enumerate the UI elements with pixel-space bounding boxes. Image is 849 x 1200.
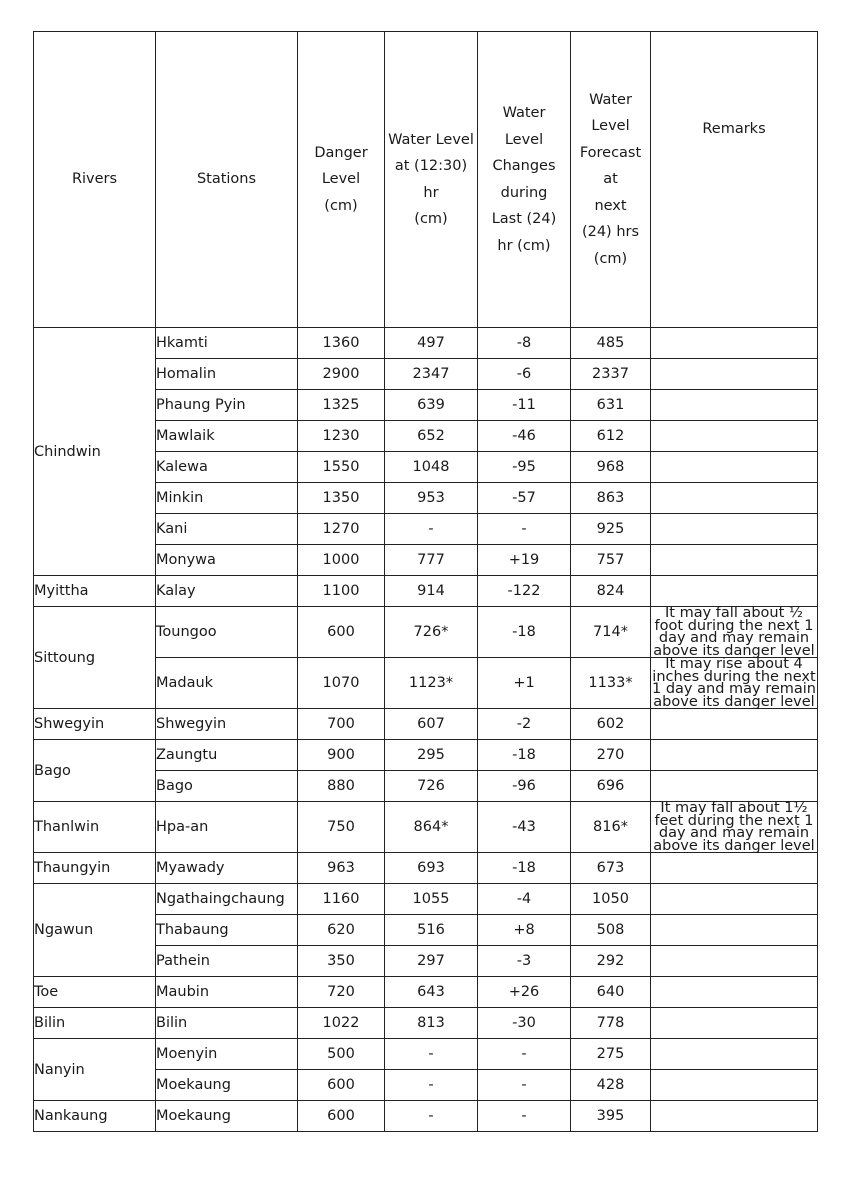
remark-text — [651, 709, 818, 740]
river-name: Chindwin — [34, 328, 156, 576]
table-row — [34, 576, 818, 607]
header-line: (cm) — [324, 197, 358, 214]
danger-level: 1360 — [298, 328, 385, 359]
station-name: Kalay — [156, 576, 298, 607]
level-change: - — [478, 514, 571, 545]
danger-level: 963 — [298, 853, 385, 884]
station-name: Phaung Pyin — [156, 390, 298, 421]
danger-level: 1270 — [298, 514, 385, 545]
table-body — [34, 328, 818, 1132]
remark-text — [651, 977, 818, 1008]
level-change: -18 — [478, 740, 571, 771]
water-level: 297 — [385, 946, 478, 977]
forecast-level: 714* — [571, 607, 651, 658]
forecast-level: 270 — [571, 740, 651, 771]
water-level: - — [385, 1039, 478, 1070]
level-change: -4 — [478, 884, 571, 915]
station-name: Moenyin — [156, 1039, 298, 1070]
remark-text — [651, 1101, 818, 1132]
forecast-level: 631 — [571, 390, 651, 421]
water-level: 1048 — [385, 452, 478, 483]
header-water-level — [385, 32, 478, 328]
water-level: 295 — [385, 740, 478, 771]
forecast-level: 696 — [571, 771, 651, 802]
station-name: Pathein — [156, 946, 298, 977]
level-change: -30 — [478, 1008, 571, 1039]
forecast-level: 292 — [571, 946, 651, 977]
remark-text: It may fall about ½ foot during the next 1 day and may remain above its danger level — [651, 607, 818, 658]
header-remarks: Remarks — [651, 32, 818, 328]
header-line: Water Level — [388, 131, 474, 148]
station-name: Madauk — [156, 658, 298, 709]
header-line: during — [500, 184, 548, 201]
water-level: - — [385, 514, 478, 545]
forecast-level: 612 — [571, 421, 651, 452]
header-line: (cm) — [414, 211, 448, 227]
forecast-level: 508 — [571, 915, 651, 946]
station-name: Toungoo — [156, 607, 298, 658]
water-level: 864* — [385, 802, 478, 853]
remark-text — [651, 740, 818, 771]
header-line: Last (24) — [491, 211, 557, 227]
header-line: (cm) — [593, 250, 628, 267]
table-row — [34, 1008, 818, 1039]
river-name: Thaungyin — [34, 853, 156, 884]
table-row — [34, 884, 818, 915]
forecast-level: 1050 — [571, 884, 651, 915]
water-level: 726 — [385, 771, 478, 802]
remark-text — [651, 1039, 818, 1070]
header-level-changes — [478, 32, 571, 328]
station-name: Ngathaingchaung — [156, 884, 298, 915]
danger-level: 600 — [298, 1101, 385, 1132]
header-line: at (12:30) hr — [394, 158, 468, 201]
forecast-level: 824 — [571, 576, 651, 607]
level-change: - — [478, 1101, 571, 1132]
river-name: Nankaung — [34, 1101, 156, 1132]
danger-level: 500 — [298, 1039, 385, 1070]
station-name: Moekaung — [156, 1070, 298, 1101]
danger-level: 620 — [298, 915, 385, 946]
forecast-level: 395 — [571, 1101, 651, 1132]
level-change: +19 — [478, 545, 571, 576]
header-rivers: Rivers — [34, 32, 156, 328]
table-row — [34, 977, 818, 1008]
remark-text — [651, 1008, 818, 1039]
river-name: Sittoung — [34, 607, 156, 709]
level-change: -43 — [478, 802, 571, 853]
river-name: Thanlwin — [34, 802, 156, 853]
remark-text — [651, 1070, 818, 1101]
remark-text — [651, 390, 818, 421]
remark-text — [651, 452, 818, 483]
header-line: next — [594, 197, 627, 214]
level-change: -18 — [478, 853, 571, 884]
water-level: 2347 — [385, 359, 478, 390]
remark-text — [651, 946, 818, 977]
danger-level: 350 — [298, 946, 385, 977]
danger-level: 600 — [298, 607, 385, 658]
water-level: 607 — [385, 709, 478, 740]
station-name: Thabaung — [156, 915, 298, 946]
level-change: -122 — [478, 576, 571, 607]
station-name: Zaungtu — [156, 740, 298, 771]
danger-level: 2900 — [298, 359, 385, 390]
level-change: -6 — [478, 359, 571, 390]
header-line: at — [603, 171, 618, 188]
header-row — [34, 32, 818, 328]
danger-level: 1230 — [298, 421, 385, 452]
remark-text — [651, 884, 818, 915]
water-level: 497 — [385, 328, 478, 359]
water-level: 1123* — [385, 658, 478, 709]
danger-level: 1000 — [298, 545, 385, 576]
remark-text — [651, 853, 818, 884]
table-row — [34, 709, 818, 740]
header-line: Level — [504, 131, 544, 148]
station-name: Shwegyin — [156, 709, 298, 740]
forecast-level: 673 — [571, 853, 651, 884]
level-change: -18 — [478, 607, 571, 658]
remark-text: It may rise about 4 inches during the next 1 day and may remain above its danger level — [652, 656, 816, 710]
level-change: -95 — [478, 452, 571, 483]
remark-text — [651, 545, 818, 576]
level-change: -3 — [478, 946, 571, 977]
remark-text — [651, 771, 818, 802]
level-change: -2 — [478, 709, 571, 740]
remark-text: It may fall about 1½ feet during the next 1 day and may remain above its danger level — [651, 802, 818, 853]
danger-level: 1325 — [298, 390, 385, 421]
water-level: 914 — [385, 576, 478, 607]
remark-text — [651, 483, 818, 514]
forecast-level: 968 — [571, 452, 651, 483]
station-name: Myawady — [156, 853, 298, 884]
forecast-level: 275 — [571, 1039, 651, 1070]
header-line: Water — [589, 91, 632, 108]
water-level: - — [385, 1101, 478, 1132]
station-name: Minkin — [156, 483, 298, 514]
forecast-level: 428 — [571, 1070, 651, 1101]
river-name: Ngawun — [34, 884, 156, 977]
water-level-table — [33, 31, 818, 1132]
station-name: Moekaung — [156, 1101, 298, 1132]
remark-text — [651, 514, 818, 545]
danger-level: 1022 — [298, 1008, 385, 1039]
water-level: 652 — [385, 421, 478, 452]
forecast-level: 925 — [571, 514, 651, 545]
station-name: Kalewa — [156, 452, 298, 483]
remark-text — [651, 915, 818, 946]
level-change: +26 — [478, 977, 571, 1008]
station-name: Homalin — [156, 359, 298, 390]
water-level: - — [385, 1070, 478, 1101]
level-change: -96 — [478, 771, 571, 802]
level-change: +8 — [478, 915, 571, 946]
header-line: Level — [591, 118, 630, 135]
table-row — [34, 1101, 818, 1132]
water-level: 1055 — [385, 884, 478, 915]
station-name: Monywa — [156, 545, 298, 576]
level-change: -8 — [478, 328, 571, 359]
river-name: Shwegyin — [34, 709, 156, 740]
level-change: - — [478, 1070, 571, 1101]
header-line: (24) hrs — [581, 224, 640, 241]
header-line: Forecast — [579, 144, 642, 161]
remark-text — [651, 421, 818, 452]
remark-text — [651, 328, 818, 359]
table-row — [34, 328, 818, 359]
remark-text — [651, 576, 818, 607]
station-name: Mawlaik — [156, 421, 298, 452]
level-change: -11 — [478, 390, 571, 421]
danger-level: 600 — [298, 1070, 385, 1101]
danger-level: 720 — [298, 977, 385, 1008]
danger-level: 700 — [298, 709, 385, 740]
river-name: Myittha — [34, 576, 156, 607]
forecast-level: 640 — [571, 977, 651, 1008]
water-level: 726* — [385, 607, 478, 658]
station-name: Bago — [156, 771, 298, 802]
danger-level: 1350 — [298, 483, 385, 514]
danger-level: 880 — [298, 771, 385, 802]
header-line: Water — [502, 105, 546, 121]
table-row — [34, 740, 818, 771]
station-name: Maubin — [156, 977, 298, 1008]
forecast-level: 778 — [571, 1008, 651, 1039]
river-name: Bilin — [34, 1008, 156, 1039]
header-line: Changes — [492, 158, 556, 174]
header-line: Level — [321, 171, 361, 188]
table-row — [34, 802, 818, 853]
water-level: 777 — [385, 545, 478, 576]
water-level: 643 — [385, 977, 478, 1008]
station-name: Kani — [156, 514, 298, 545]
river-name: Bago — [34, 740, 156, 802]
water-level: 813 — [385, 1008, 478, 1039]
forecast-level: 485 — [571, 328, 651, 359]
water-level: 953 — [385, 483, 478, 514]
level-change: -57 — [478, 483, 571, 514]
danger-level: 900 — [298, 740, 385, 771]
danger-level: 1160 — [298, 884, 385, 915]
header-stations: Stations — [156, 32, 298, 328]
forecast-level: 816* — [571, 802, 651, 853]
station-name: Bilin — [156, 1008, 298, 1039]
forecast-level: 1133* — [571, 658, 651, 709]
danger-level: 1100 — [298, 576, 385, 607]
station-name: Hkamti — [156, 328, 298, 359]
station-name: Hpa-an — [156, 802, 298, 853]
table-row — [34, 1039, 818, 1070]
forecast-level: 602 — [571, 709, 651, 740]
header-forecast — [571, 32, 651, 328]
level-change: - — [478, 1039, 571, 1070]
header-danger-level — [298, 32, 385, 328]
water-level: 639 — [385, 390, 478, 421]
forecast-level: 757 — [571, 545, 651, 576]
level-change: -46 — [478, 421, 571, 452]
danger-level: 1550 — [298, 452, 385, 483]
level-change: +1 — [478, 658, 571, 709]
danger-level: 1070 — [298, 658, 385, 709]
table-row — [34, 853, 818, 884]
water-level: 516 — [385, 915, 478, 946]
header-line: Danger — [314, 144, 368, 161]
river-name: Toe — [34, 977, 156, 1008]
header-line: hr (cm) — [497, 237, 551, 254]
remark-text — [651, 359, 818, 390]
danger-level: 750 — [298, 802, 385, 853]
forecast-level: 863 — [571, 483, 651, 514]
river-name: Nanyin — [34, 1039, 156, 1101]
table-row — [34, 607, 818, 658]
forecast-level: 2337 — [571, 359, 651, 390]
water-level: 693 — [385, 853, 478, 884]
